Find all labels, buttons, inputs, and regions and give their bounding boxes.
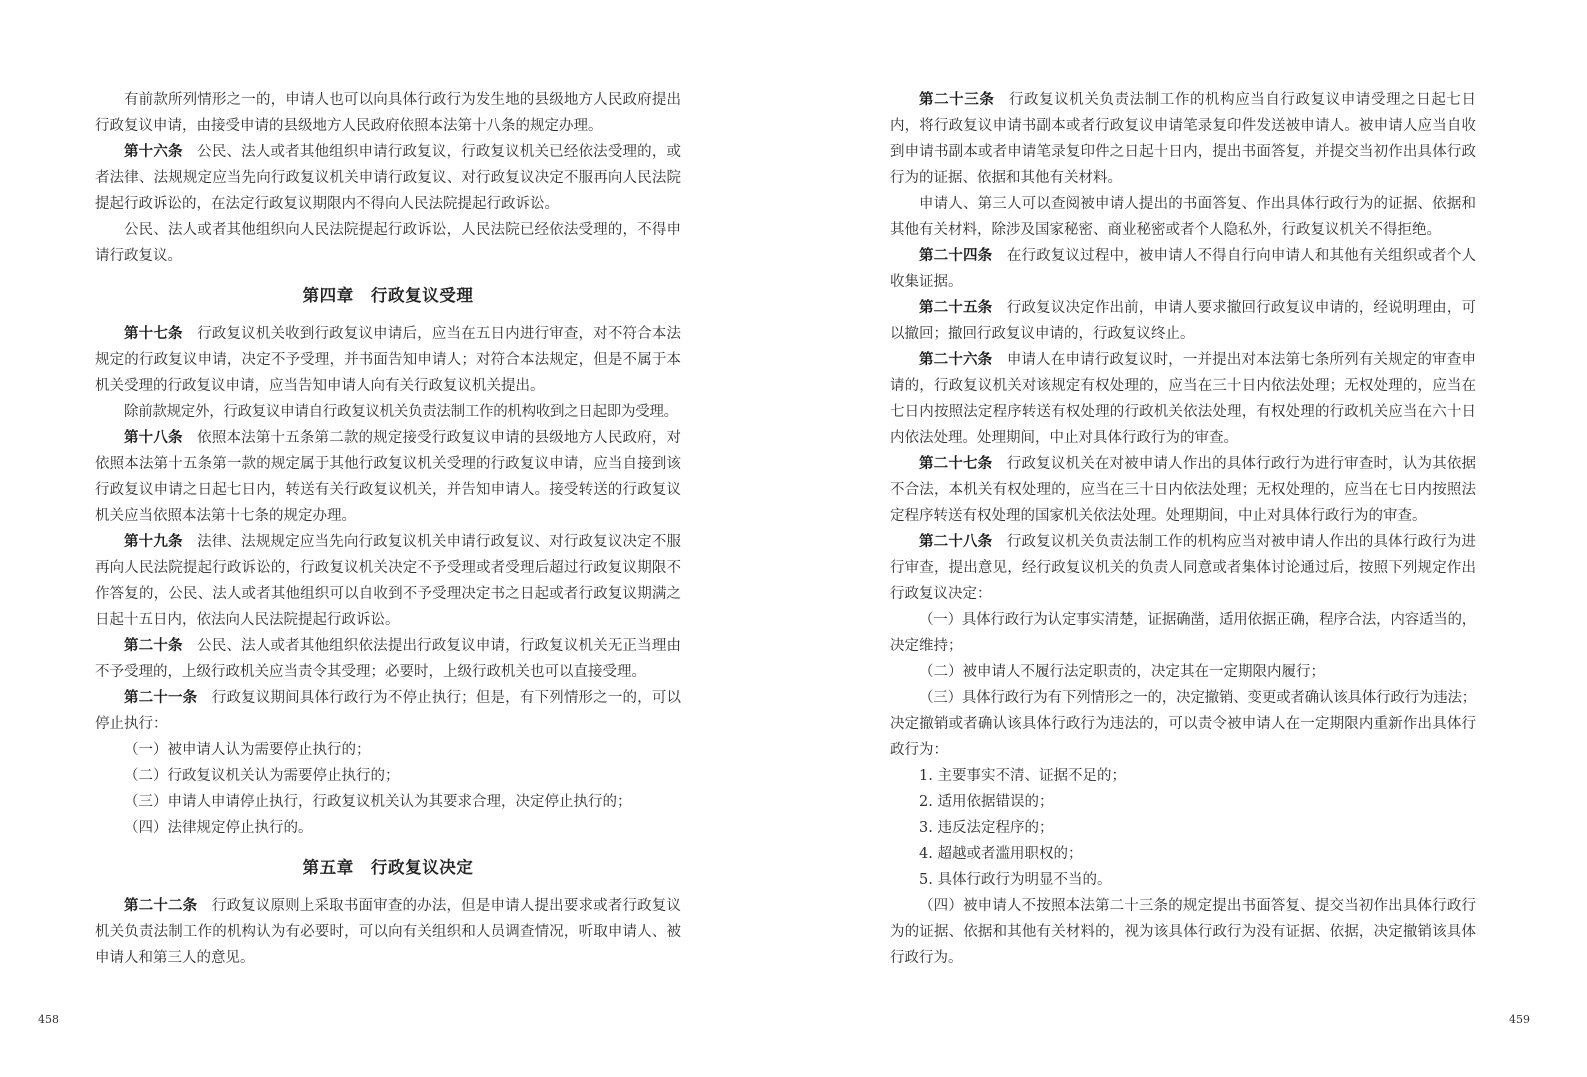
article-text: 行政复议原则上采取书面审查的办法，但是申请人提出要求或者行政复议	[211, 898, 682, 914]
text-line	[890, 451, 1476, 477]
sub-item: 1. 主要事实不清、证据不足的；	[919, 768, 1126, 784]
text-line: 停止执行：	[95, 716, 168, 732]
article-text: 行政复议机关收到行政复议申请后，应当在五日内进行审查，对不符合本法	[197, 326, 682, 342]
sub-item-list	[890, 763, 1476, 893]
article-label: 第二十八条	[919, 533, 993, 550]
text-line: （四）被申请人不按照本法第二十三条的规定提出书面答复、提交当初作出具体行政行	[919, 898, 1476, 914]
article-25	[890, 295, 1476, 347]
article-text: 公民、法人或者其他组织依法提出行政复议申请，行政复议机关无正当理由	[197, 638, 682, 654]
list-item: （三）申请人申请停止执行，行政复议机关认为其要求合理，决定停止执行的；	[124, 794, 632, 810]
text-line: 不合法，本机关有权处理的，应当在三十日内依法处理；无权处理的，应当在七日内按照法	[890, 482, 1476, 498]
text-line: 请的，行政复议机关对该规定有权处理的，应当在三十日内依法处理；无权处理的，应当在	[890, 378, 1476, 394]
text-line: 机关负责法制工作的机构认为有必要时，可以向有关组织和人员调查情况，听取申请人、被	[95, 924, 681, 940]
sub-item: 4. 超越或者滥用职权的；	[919, 846, 1083, 862]
article-label: 第二十七条	[919, 455, 993, 472]
list-item	[890, 607, 1476, 659]
text-line: （一）具体行政行为认定事实清楚，证据确凿，适用依据正确，程序合法，内容适当的，	[919, 612, 1476, 628]
text-line: 机关应当依照本法第十七条的规定办理。	[95, 508, 356, 524]
text-line: 行政复议申请之日起七日内，转送有关行政复议机关，并告知申请人。接受转送的行政复议	[95, 482, 681, 498]
text-line: 申请人和第三人的意见。	[95, 950, 255, 966]
text-line: 机关受理的行政复议申请，应当告知申请人向有关行政复议机关提出。	[95, 378, 545, 394]
text-line: 收集证据。	[890, 274, 963, 290]
article-label: 第十六条	[124, 143, 183, 160]
text-line: 者法律、法规规定应当先向行政复议机关申请行政复议、对行政复议决定不服再向人民法院	[95, 170, 681, 186]
text-line: 行政行为。	[890, 950, 963, 966]
text-line: 以撤回；撤回行政复议申请的，行政复议终止。	[890, 326, 1195, 342]
text-line: 日起十五日内，依法向人民法院提起行政诉讼。	[95, 612, 400, 628]
text-line	[95, 633, 681, 659]
sub-item: 2. 适用依据错误的；	[919, 794, 1054, 810]
article-26	[890, 347, 1476, 451]
text-line: 决定维持；	[890, 638, 963, 654]
article-text: 行政复议期间具体行政行为不停止执行；但是，有下列情形之一的，可以	[211, 690, 682, 706]
text-line: 提起行政诉讼的，在法定行政复议期限内不得向人民法院提起行政诉讼。	[95, 196, 559, 212]
list-item: （二）行政复议机关认为需要停止执行的；	[124, 768, 400, 784]
sub-item: 3. 违反法定程序的；	[919, 820, 1054, 836]
article-22	[95, 893, 681, 971]
text-line: （三）具体行政行为有下列情形之一的，决定撤销、变更或者确认该具体行政行为违法；	[919, 690, 1476, 706]
text-line	[95, 321, 681, 347]
paragraph	[95, 217, 681, 269]
article-label: 第二十四条	[919, 247, 993, 264]
article-21-items	[95, 737, 681, 841]
article-text: 行政复议机关负责法制工作的机构应当自行政复议申请受理之日起七日	[1008, 92, 1477, 108]
text-line: 有前款所列情形之一的，申请人也可以向具体行政行为发生地的县级地方人民政府提出	[124, 92, 681, 108]
article-20	[95, 633, 681, 685]
text-line: 依照本法第十五条第一款的规定属于其他行政复议机关受理的行政复议申请，应当自接到该	[95, 456, 681, 472]
text-line	[95, 685, 681, 711]
text-line	[890, 243, 1476, 269]
text-line	[95, 529, 681, 555]
text-line: 七日内按照法定程序转送有权处理的行政机关依法处理，有权处理的行政机关应当在六十日	[890, 404, 1476, 420]
text-line	[890, 347, 1476, 373]
article-label: 第十八条	[124, 429, 183, 446]
article-label: 第二十六条	[919, 351, 993, 368]
article-17	[95, 321, 681, 399]
list-item: （四）法律规定停止执行的。	[124, 820, 313, 836]
text-line: 作答复的，公民、法人或者其他组织可以自收到不予受理决定书之日起或者行政复议期满之	[95, 586, 681, 602]
chapter-heading: 第五章 行政复议决定	[302, 858, 474, 877]
text-line: 除前款规定外，行政复议申请自行政复议机关负责法制工作的机构收到之日起即为受理。	[124, 404, 678, 420]
article-label: 第二十条	[124, 637, 183, 654]
article-19	[95, 529, 681, 633]
text-line: 行政复议申请，由接受申请的县级地方人民政府依照本法第十八条的规定办理。	[95, 118, 603, 134]
paragraph	[890, 191, 1476, 243]
text-line: 决定撤销或者确认该具体行政行为违法的，可以责令被申请人在一定期限内重新作出具体行	[890, 716, 1476, 732]
left-text-block	[95, 87, 681, 971]
article-label: 第二十五条	[919, 299, 993, 316]
article-label: 第二十三条	[919, 91, 995, 108]
page-number: 458	[38, 1013, 59, 1026]
left-page	[0, 0, 793, 1077]
text-line: 内依法处理。处理期间，中止对具体行政行为的审查。	[890, 430, 1238, 446]
text-line	[890, 295, 1476, 321]
article-label: 第二十二条	[124, 897, 198, 914]
article-16	[95, 139, 681, 217]
text-line: 不予受理的，上级行政机关应当责令其受理；必要时，上级行政机关也可以直接受理。	[95, 664, 646, 680]
right-page	[793, 0, 1587, 1077]
article-23	[890, 87, 1476, 191]
page-number: 459	[1509, 1013, 1530, 1026]
article-21	[95, 685, 681, 737]
text-line: 政行为：	[890, 742, 948, 758]
text-line	[890, 529, 1476, 555]
article-text: 行政复议机关在对被申请人作出的具体行政行为进行审查时，认为其依据	[1006, 456, 1477, 472]
article-label: 第十七条	[124, 325, 183, 342]
article-text: 行政复议机关负责法制工作的机构应当对被申请人作出的具体行政行为进	[1006, 534, 1477, 550]
text-line: 行审查，提出意见，经行政复议机关的负责人同意或者集体讨论通过后，按照下列规定作出	[890, 560, 1476, 576]
article-text: 公民、法人或者其他组织申请行政复议，行政复议机关已经依法受理的，或	[197, 144, 682, 160]
paragraph	[95, 399, 681, 425]
text-line: 规定的行政复议申请，决定不予受理，并书面告知申请人；对符合本法规定，但是不属于本	[95, 352, 681, 368]
text-line: 行政复议决定：	[890, 586, 992, 602]
text-line: （二）被申请人不履行法定职责的，决定其在一定期限内履行；	[919, 664, 1325, 680]
text-line: 定程序转送有权处理的国家机关依法处理。处理期间，中止对具体行政行为的审查。	[890, 508, 1427, 524]
text-line: 申请人、第三人可以查阅被申请人提出的书面答复、作出具体行政行为的证据、依据和	[919, 196, 1476, 212]
paragraph	[95, 87, 681, 139]
text-line	[95, 893, 681, 919]
list-item	[890, 685, 1476, 763]
text-line: 行为的证据、依据和其他有关材料。	[890, 170, 1122, 186]
list-item: （一）被申请人认为需要停止执行的；	[124, 742, 371, 758]
article-27	[890, 451, 1476, 529]
list-item	[890, 893, 1476, 971]
sub-item: 5. 具体行政行为明显不当的。	[919, 872, 1112, 888]
text-line: 其他有关材料，除涉及国家秘密、商业秘密或者个人隐私外，行政复议机关不得拒绝。	[890, 222, 1441, 238]
article-28	[890, 529, 1476, 607]
chapter-heading: 第四章 行政复议受理	[302, 286, 474, 305]
text-line	[95, 425, 681, 451]
article-label: 第二十一条	[124, 689, 198, 706]
article-18	[95, 425, 681, 529]
article-text: 申请人在申请行政复议时，一并提出对本法第七条所列有关规定的审查申	[1006, 352, 1477, 368]
article-label: 第十九条	[124, 533, 183, 550]
list-item	[890, 659, 1476, 685]
text-line: 到申请书副本或者申请笔录复印件之日起十日内，提出书面答复，并提交当初作出具体行政	[890, 144, 1476, 160]
text-line: 内，将行政复议申请书副本或者行政复议申请笔录复印件发送被申请人。被申请人应当自收	[890, 118, 1476, 134]
right-text-block	[890, 87, 1476, 971]
article-text: 在行政复议过程中，被申请人不得自行向申请人和其他有关组织或者个人	[1006, 248, 1477, 264]
article-text: 依照本法第十五条第二款的规定接受行政复议申请的县级地方人民政府，对	[197, 430, 682, 446]
text-line	[95, 139, 681, 165]
text-line: 为的证据、依据和其他有关材料的，视为该具体行政行为没有证据、依据，决定撤销该具体	[890, 924, 1476, 940]
article-text: 法律、法规规定应当先向行政复议机关申请行政复议、对行政复议决定不服	[197, 534, 682, 550]
text-line: 公民、法人或者其他组织向人民法院提起行政诉讼，人民法院已经依法受理的，不得申	[124, 222, 681, 238]
text-line	[890, 87, 1476, 113]
text-line: 再向人民法院提起行政诉讼的，行政复议机关决定不予受理或者受理后超过行政复议期限不	[95, 560, 681, 576]
article-24	[890, 243, 1476, 295]
article-text: 行政复议决定作出前，申请人要求撤回行政复议申请的，经说明理由，可	[1006, 300, 1477, 316]
text-line: 请行政复议。	[95, 248, 182, 264]
